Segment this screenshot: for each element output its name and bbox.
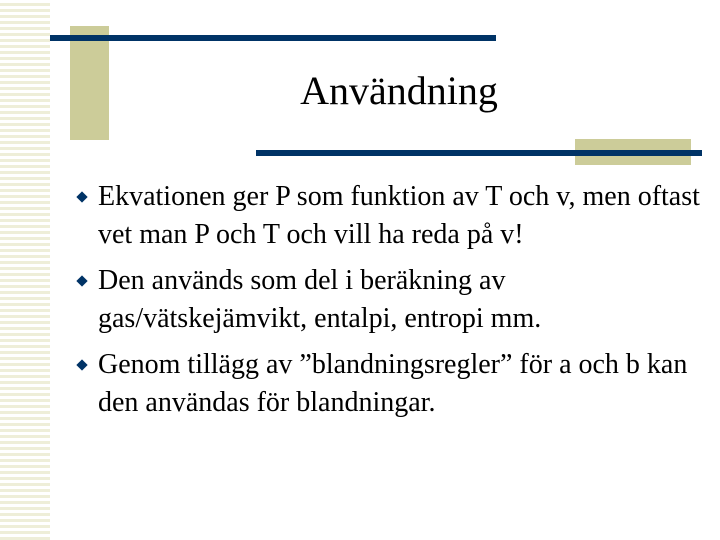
bottom-navy-rule bbox=[256, 150, 702, 156]
bullet-text: Genom tillägg av ”blandningsregler” för a och b kan den användas för blandningar. bbox=[98, 349, 688, 418]
left-stripe-decoration bbox=[0, 0, 50, 540]
slide-title: Användning bbox=[300, 68, 498, 113]
bullet-item bbox=[72, 346, 712, 422]
diamond-bullet-icon bbox=[76, 191, 87, 202]
bullet-item bbox=[72, 262, 712, 338]
top-olive-accent-block bbox=[70, 26, 109, 140]
diamond-bullet-icon bbox=[76, 275, 87, 286]
bullet-text: Den används som del i beräkning av gas/vätskejämvikt, entalpi, entropi mm. bbox=[98, 265, 542, 334]
bullet-text: Ekvationen ger P som funktion av T och v, men oftast vet man P och T och vill ha reda på v! bbox=[98, 181, 700, 250]
bullet-item bbox=[72, 178, 712, 254]
bullet-list bbox=[72, 178, 712, 430]
top-navy-rule bbox=[50, 35, 496, 41]
diamond-bullet-icon bbox=[76, 359, 87, 370]
